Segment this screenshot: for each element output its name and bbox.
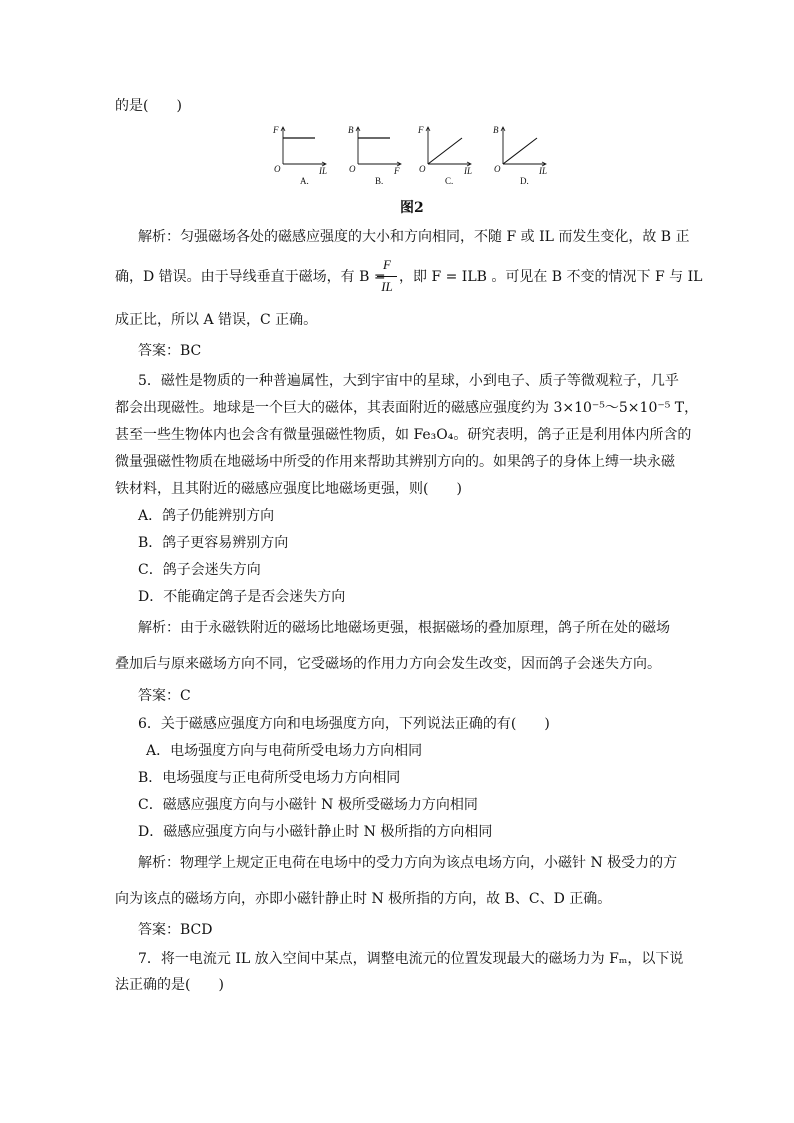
q4-stem-tail: 的是( ) — [115, 98, 182, 114]
q6-analysis-line-1: 解析：物理学上规定正电荷在电场中的受力方向为该点电场方向，小磁针 N 极受力的方 — [138, 855, 678, 871]
graph-c — [417, 125, 472, 186]
fraction-denominator: IL — [381, 279, 393, 294]
fraction-bar — [377, 276, 397, 277]
graph-d-origin: O — [494, 164, 501, 174]
graph-d-x-label: IL — [539, 166, 548, 176]
q5-analysis-line-1: 解析：由于永磁铁附近的磁场比地磁场更强，根据磁场的叠加原理，鸽子所在处的磁场 — [138, 620, 670, 636]
q5-option-c: C．鸽子会迷失方向 — [138, 562, 261, 578]
q6-analysis-line-2: 向为该点的磁场方向，亦即小磁针静止时 N 极所指的方向，故 B、C、D 正确。 — [115, 891, 612, 907]
figure-2-graphs — [270, 120, 560, 190]
q4-analysis-line-3: 成正比，所以 A 错误，C 正确。 — [115, 312, 318, 328]
graph-d-label: D. — [520, 176, 529, 186]
q5-stem-line-3: 甚至一些生物体内也会含有微量强磁性物质，如 Fe₃O₄。研究表明，鸽子正是利用体内所含的 — [115, 427, 692, 443]
q4-analysis-line-2a: 确，D 错误。由于导线垂直于磁场，有 B = — [115, 269, 386, 285]
q7-stem-line-1: 7．将一电流元 IL 放入空间中某点，调整电流元的位置发现最大的磁场力为 Fₘ，以下说 — [138, 951, 684, 967]
q6-stem: 6．关于磁感应强度方向和电场强度方向，下列说法正确的有( ) — [138, 716, 550, 732]
graph-c-label: C. — [445, 176, 454, 186]
graph-a-origin: O — [274, 164, 281, 174]
graph-a-label: A. — [300, 176, 309, 186]
graph-c-x-label: IL — [464, 166, 473, 176]
q4-analysis-line-1: 解析：匀强磁场各处的磁感应强度的大小和方向相同，不随 F 或 IL 而发生变化，故 B 正 — [138, 229, 690, 245]
graph-b — [348, 125, 401, 186]
q4-analysis-line-2b: ，即 F = ILB 。可见在 B 不变的情况下 F 与 IL — [399, 269, 703, 285]
q6-option-d: D．磁感应强度方向与小磁针静止时 N 极所指的方向相同 — [138, 824, 493, 840]
q6-answer: 答案：BCD — [138, 922, 213, 938]
q5-answer: 答案：C — [138, 688, 191, 704]
graph-d — [493, 125, 547, 186]
graph-b-x-label: F — [394, 166, 400, 176]
q5-option-d: D．不能确定鸽子是否会迷失方向 — [138, 589, 346, 605]
graph-c-origin: O — [419, 164, 426, 174]
q5-stem-line-4: 微量强磁性物质在地磁场中所受的作用来帮助其辨别方向的。如果鸽子的身体上缚一块永磁 — [115, 454, 675, 470]
q5-stem-line-5: 铁材料，且其附近的磁感应强度比地磁场更强，则( ) — [115, 481, 462, 497]
fraction-numerator: F — [383, 257, 391, 272]
graph-b-origin: O — [349, 164, 356, 174]
q7-stem-line-2: 法正确的是( ) — [115, 977, 224, 993]
q4-answer: 答案：BC — [138, 343, 202, 359]
q5-stem-line-2: 都会出现磁性。地球是一个巨大的磁体，其表面附近的磁感应强度约为 3×10⁻⁵～5×10⁻⁵ T， — [115, 400, 699, 416]
q5-option-a: A．鸽子仍能辨别方向 — [138, 508, 275, 524]
q5-analysis-line-2: 叠加后与原来磁场方向不同，它受磁场的作用力方向会发生改变，因而鸽子会迷失方向。 — [115, 656, 661, 672]
q5-option-b: B．鸽子更容易辨别方向 — [138, 535, 289, 551]
q6-option-a: A．电场强度方向与电荷所受电场力方向相同 — [146, 743, 423, 759]
graph-a-x-label: IL — [319, 166, 328, 176]
graph-a — [272, 125, 327, 186]
q6-option-b: B．电场强度与正电荷所受电场力方向相同 — [138, 770, 401, 786]
q5-stem-line-1: 5．磁性是物质的一种普遍属性，大到宇宙中的星球，小到电子、质子等微观粒子，几乎 — [138, 373, 679, 389]
graph-c-y-label: F — [418, 125, 424, 135]
graph-a-y-label: F — [273, 125, 279, 135]
graph-d-y-label: B — [493, 125, 499, 135]
graph-b-label: B. — [375, 176, 384, 186]
q6-option-c: C．磁感应强度方向与小磁针 N 极所受磁场力方向相同 — [138, 797, 478, 813]
graph-b-y-label: B — [348, 125, 354, 135]
figure-caption: 图2 — [400, 200, 424, 216]
